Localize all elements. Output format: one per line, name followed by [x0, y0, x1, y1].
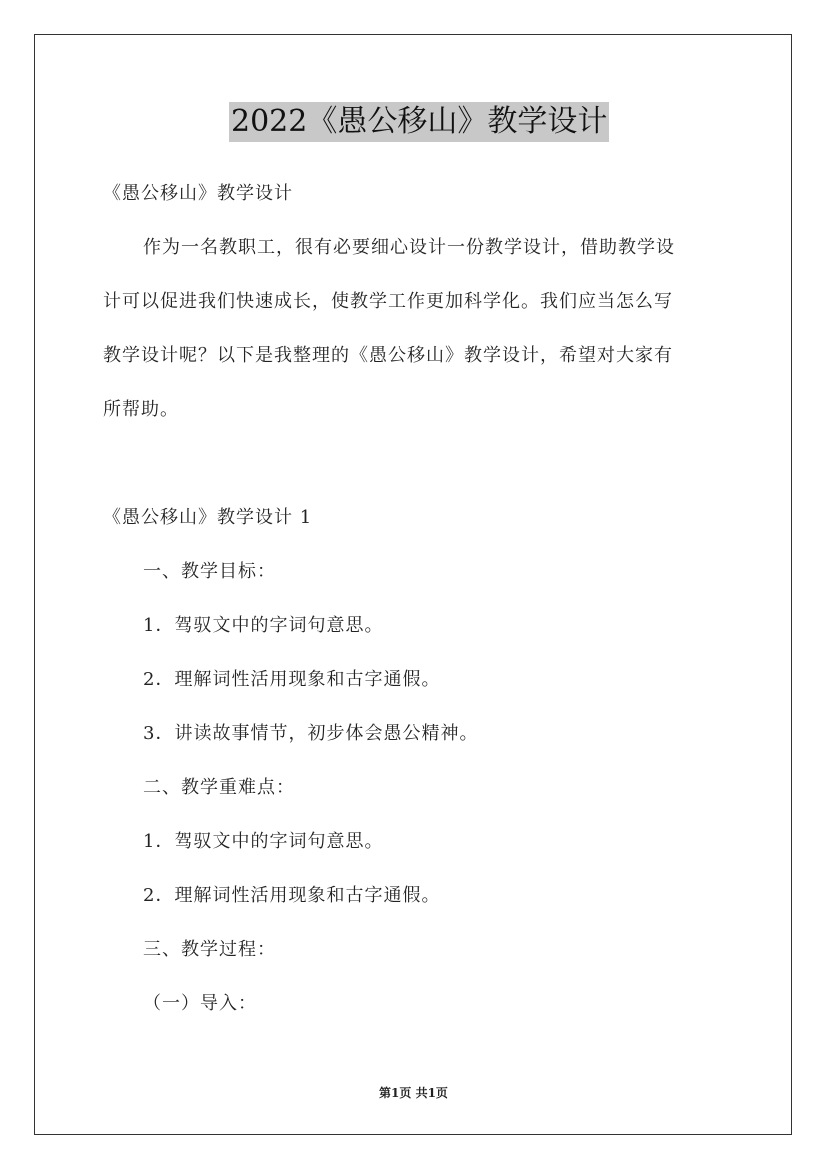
- goal-item-2: 2．理解词性活用现象和古字通假。: [143, 669, 441, 690]
- process-subheading: （一）导入：: [143, 993, 257, 1014]
- intro-line-4: 所帮助。: [103, 399, 179, 420]
- document-subtitle: 《愚公移山》教学设计: [103, 183, 293, 204]
- goal-item-3: 3．讲读故事情节，初步体会愚公精神。: [143, 723, 479, 744]
- goal-item-1: 1．驾驭文中的字词句意思。: [143, 615, 384, 636]
- section-heading: 《愚公移山》教学设计 1: [103, 507, 313, 528]
- intro-line-1: 作为一名教职工，很有必要细心设计一份教学设计，借助教学设: [143, 237, 675, 258]
- key-point-item-1: 1．驾驭文中的字词句意思。: [143, 831, 384, 852]
- intro-line-2: 计可以促进我们快速成长，使教学工作更加科学化。我们应当怎么写: [103, 291, 673, 312]
- key-point-item-2: 2．理解词性活用现象和古字通假。: [143, 885, 441, 906]
- key-points-heading: 二、教学重难点：: [143, 777, 295, 798]
- document-title: 2022《愚公移山》教学设计: [229, 102, 609, 142]
- intro-line-3: 教学设计呢？以下是我整理的《愚公移山》教学设计，希望对大家有: [103, 345, 673, 366]
- process-heading: 三、教学过程：: [143, 939, 276, 960]
- page-number-footer: 第1页 共1页: [379, 1086, 448, 1100]
- goals-heading: 一、教学目标：: [143, 561, 276, 582]
